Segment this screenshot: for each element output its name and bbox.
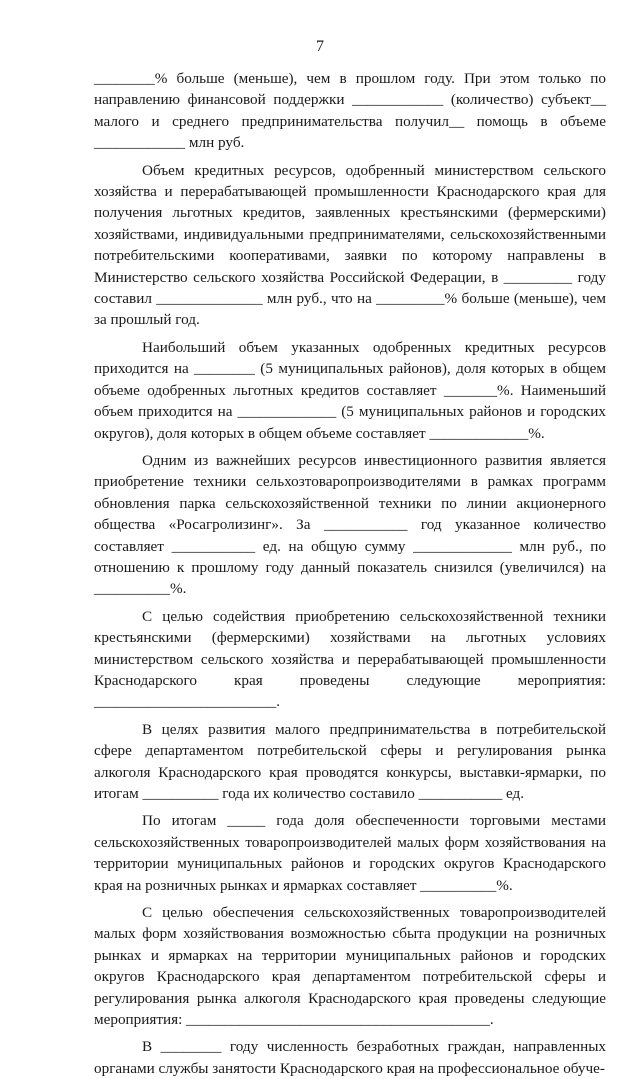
page-number: 7 — [316, 38, 324, 55]
paragraph-9: В ________ году численность безработных граждан, направленных органами службы занятости Краснодарского края на профессиональное обуче- — [94, 1038, 606, 1077]
paragraph-5: С целью содействия приобретению сельскохозяйственной техники крестьянскими (фермерскими) хозяйствами на льготных условиях министерством сельского хозяйства и перерабатывающей промышленности Краснодарского края проведены следующие мероприятия: ________________________. — [94, 607, 606, 711]
paragraph-8: С целью обеспечения сельскохозяйственных товаропроизводителей малых форм хозяйствования возможностью сбыта продукции на розничных рынках и ярмарках на территории муниципальных районов и городских округов Краснодарского края департаментом потребительской сферы и регулирования рынка алкоголя Краснодарского края проведены следующие мероприятия: ________________________________________. — [94, 904, 606, 1029]
paragraph-6: В целях развития малого предпринимательства в потребительской сфере департаментом потребительской сферы и регулирования рынка алкоголя Краснодарского края проводятся конкурсы, выставки-ярмарки, по итогам __________ года их количество составило ___________ ед. — [94, 720, 606, 802]
paragraph-2: Объем кредитных ресурсов, одобренный министерством сельского хозяйства и перерабатывающей промышленности Краснодарского края для получения льготных кредитов, заявленных крестьянскими (фермерскими) хозяйствами, индивидуальными предпринимателями, сельскохозяйственными потребительскими кооперативами, заявки по которому направлены в Министерство сельского хозяйства Российской Федерации, в _________ году составил ______________ млн руб., что на _________% больше (меньше), чем за прошлый год. — [94, 161, 606, 329]
paragraph-3: Наибольший объем указанных одобренных кредитных ресурсов приходится на ________ (5 муниципальных районов), доля которых в общем объеме одобренных льготных кредитов составляет _______%. Наименьший объем приходится на _____________ (5 муниципальных районов и городских округов), доля которых в общем объеме составляет _____________%. — [94, 338, 606, 442]
paragraph-7: По итогам _____ года доля обеспеченности торговыми местами сельскохозяйственных товаропроизводителей малых форм хозяйствования на территории муниципальных районов и городских округов Краснодарского края на розничных рынках и ярмарках составляет __________%. — [94, 812, 606, 894]
paragraph-1: ________% больше (меньше), чем в прошлом году. При этом только по направлению финансовой поддержки ____________ (количество) субъект__ малого и среднего предпринимательства получил__ помощь в объеме ____________ млн руб. — [94, 70, 606, 152]
document-body — [94, 68, 606, 1079]
paragraph-4: Одним из важнейших ресурсов инвестиционного развития является приобретение техники сельхозтоваропроизводителями в рамках программ обновления парка сельскохозяйственной техники по линии акционерного общества «Росагролизинг». За ___________ год указанное количество составляет ___________ ед. на общую сумму _____________ млн руб., по отношению к прошлому году данный показатель снизился (увеличился) на __________%. — [94, 451, 606, 598]
